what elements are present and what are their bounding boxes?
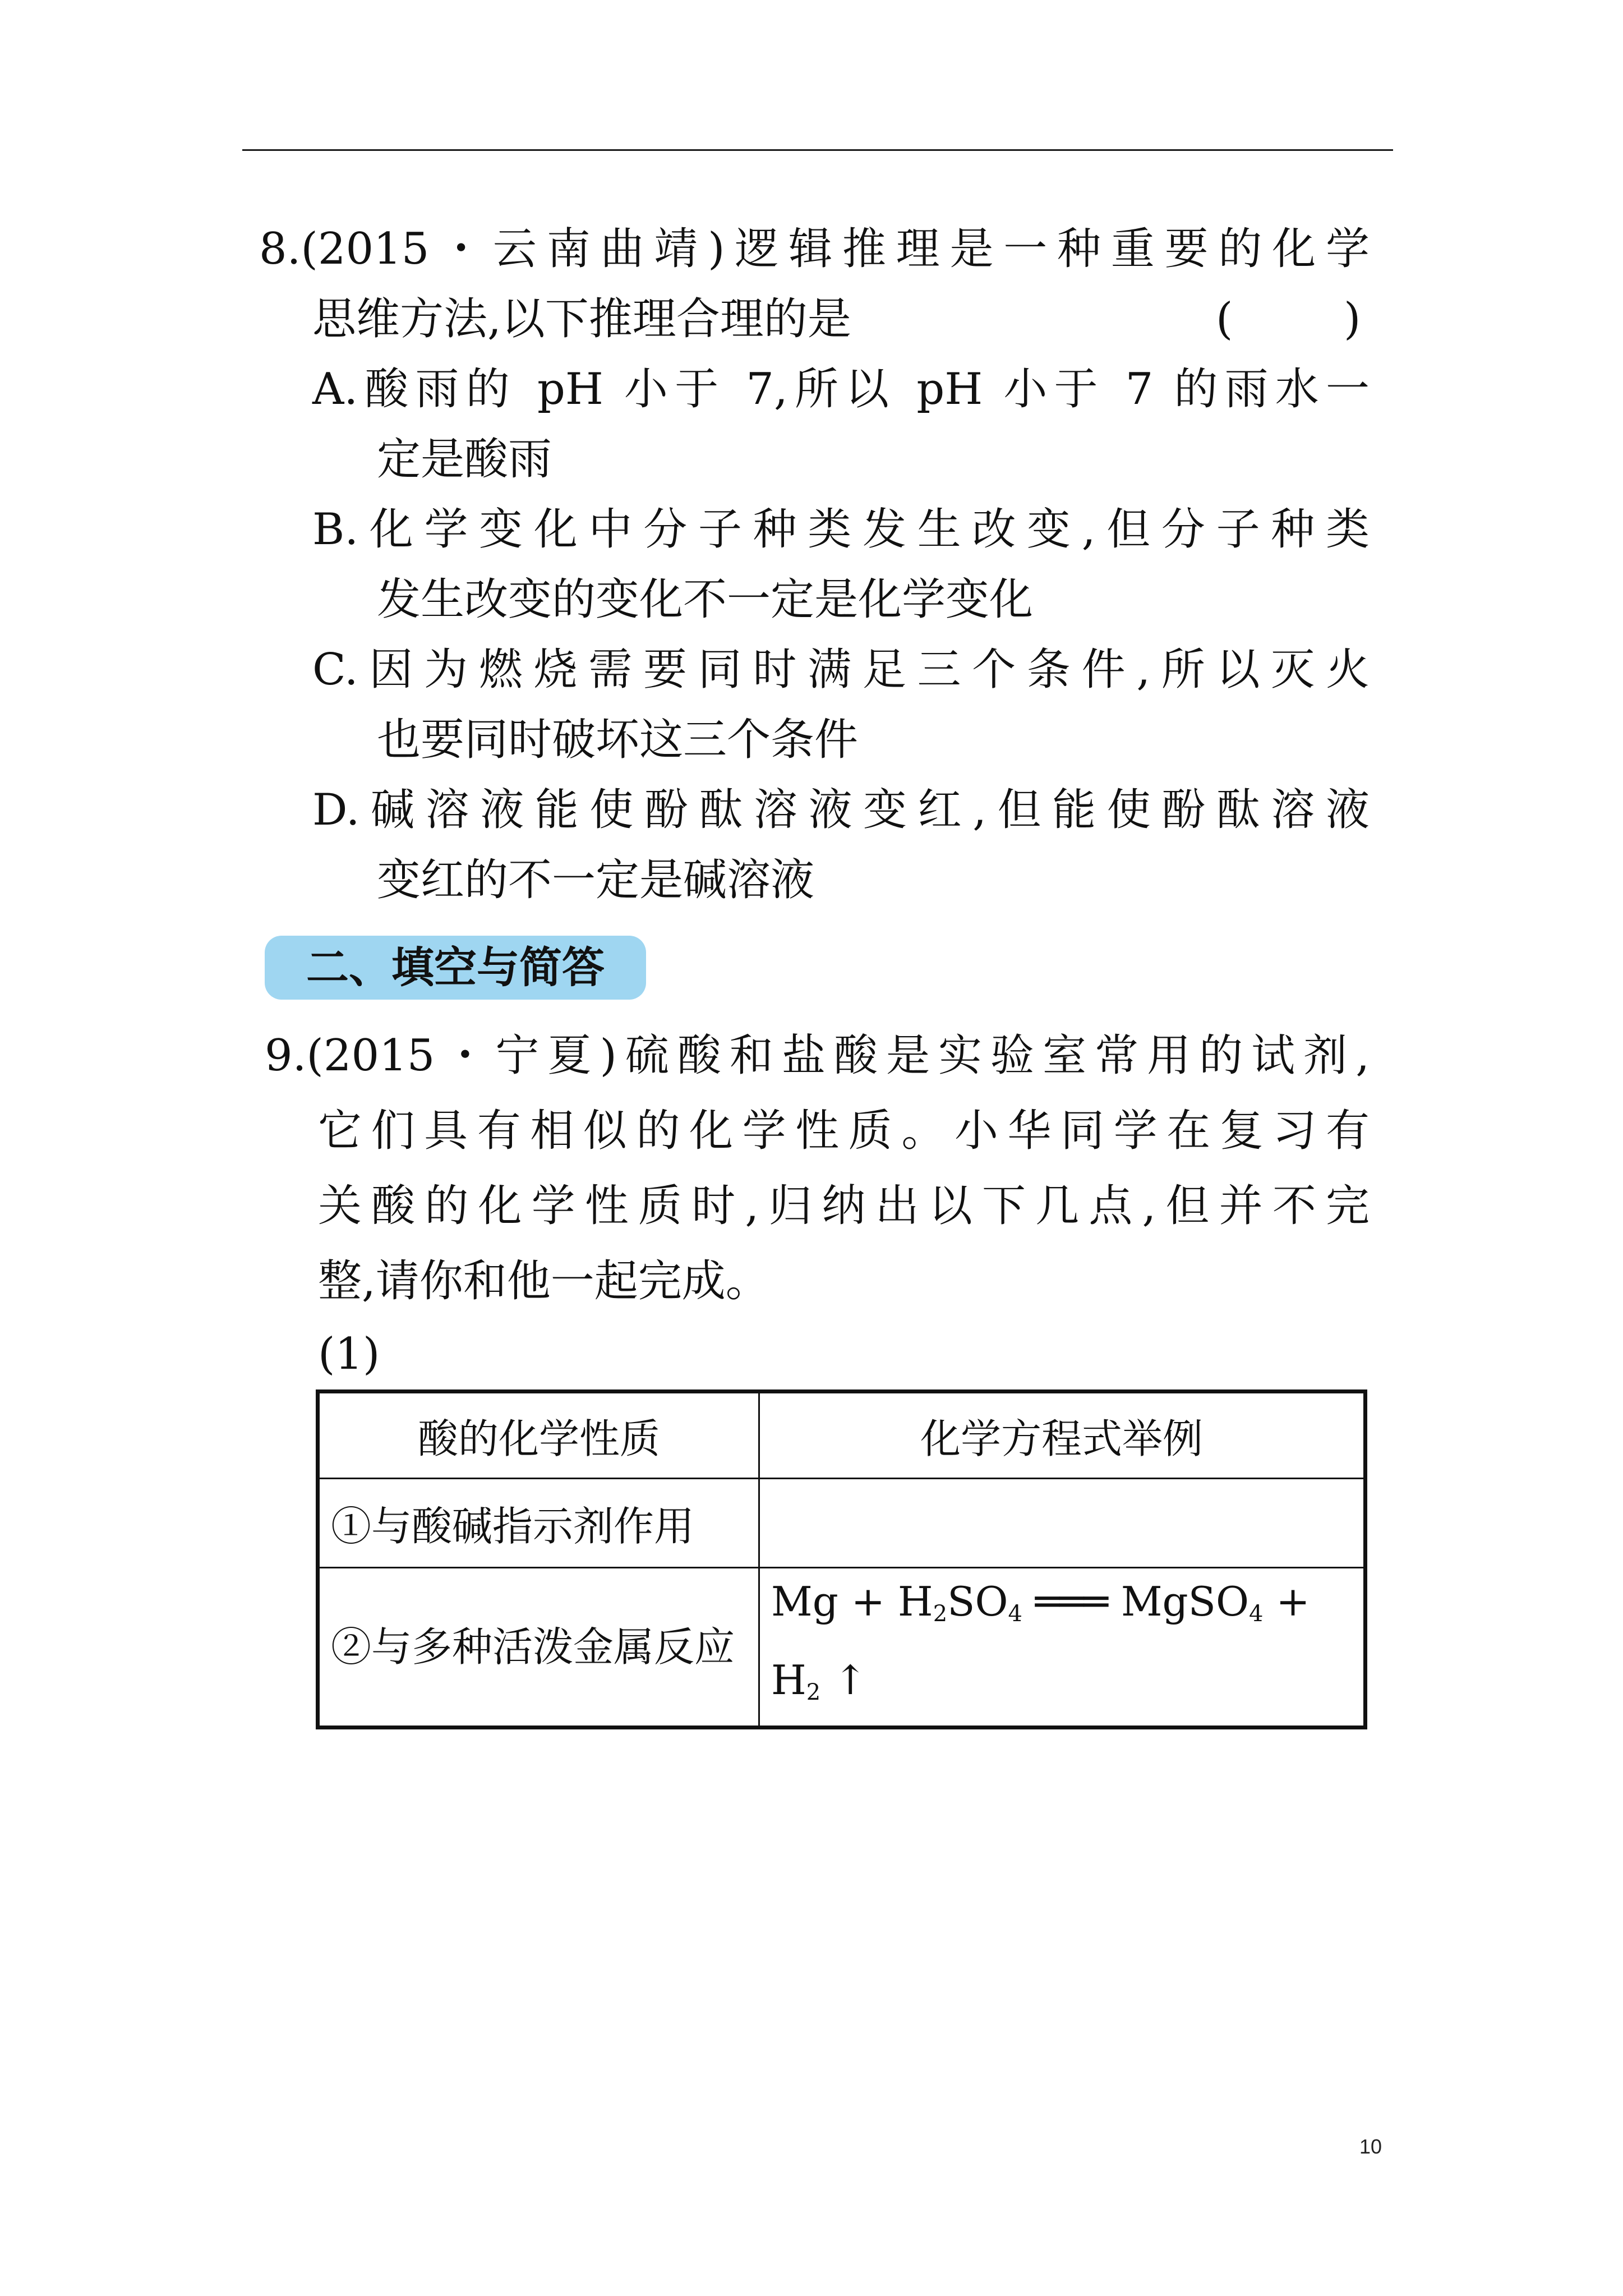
q9-stem-line2: 它们具有相似的化学性质。小华同学在复习有	[318, 1106, 1370, 1156]
page-number: 10	[1359, 2135, 1382, 2158]
property-text: ②与多种活泼金属反应	[331, 1623, 735, 1671]
table-header-row	[318, 1392, 1366, 1479]
q8-answer-paren-close: )	[1344, 294, 1361, 344]
q8-option-b-line1: B.化学变化中分子种类发生改变,但分子种类	[312, 504, 1370, 555]
chemical-equation	[771, 1578, 1310, 1625]
q8-answer-paren-open: (	[1216, 294, 1233, 344]
table-cell-property: ①与酸碱指示剂作用	[318, 1479, 759, 1568]
q8-option-c-line1: C.因为燃烧需要同时满足三个条件,所以灭火	[312, 645, 1370, 695]
eq-plus: +	[1276, 1578, 1310, 1625]
q9-stem-line1: 9.(2015・宁夏)硫酸和盐酸是实验室常用的试剂,	[265, 1030, 1370, 1081]
table-cell-example-blank[interactable]	[759, 1479, 1366, 1568]
gas-arrow-icon: ↑	[833, 1657, 868, 1704]
q8-option-d-line2: 变红的不一定是碱溶液	[377, 855, 815, 905]
eq-plus: +	[851, 1578, 886, 1625]
acid-properties-table	[316, 1389, 1367, 1729]
q8-option-a-line2: 定是酸雨	[377, 434, 552, 485]
eq-h2-gas: $H_2$ ↑	[771, 1657, 868, 1705]
q8-option-c-line2: 也要同时破坏这三个条件	[377, 715, 859, 765]
section-banner: 二、填空与简答	[265, 936, 646, 1000]
eq-yields-sign: ═══	[1035, 1578, 1108, 1625]
eq-mg: Mg	[771, 1578, 838, 1625]
q8-option-b-line2: 发生改变的变化不一定是化学变化	[377, 574, 1034, 625]
table-cell-equation	[759, 1568, 1366, 1728]
table-header-example: 化学方程式举例	[759, 1392, 1366, 1479]
table-row	[318, 1568, 1366, 1728]
q8-option-a-line1: A.酸雨的 pH 小于 7,所以 pH 小于 7 的雨水一	[312, 364, 1370, 415]
q8-stem-line1: 8.(2015・云南曲靖)逻辑推理是一种重要的化学	[259, 224, 1370, 274]
q9-stem-line3: 关酸的化学性质时,归纳出以下几点,但并不完	[318, 1181, 1370, 1231]
q8-option-d-line1: D.碱溶液能使酚酞溶液变红,但能使酚酞溶液	[312, 785, 1370, 835]
q8-stem-line2: 思维方法,以下推理合理的是	[312, 294, 851, 344]
q9-subquestion-label: (1)	[318, 1329, 380, 1379]
eq-mgso4: MgSO$_4$	[1121, 1578, 1264, 1627]
table-cell-property	[318, 1568, 759, 1728]
table-row	[318, 1479, 1366, 1568]
q9-stem-line4: 整,请你和他一起完成。	[318, 1256, 769, 1306]
eq-h2so4: $H_2SO_4$	[897, 1578, 1022, 1627]
table-header-property: 酸的化学性质	[318, 1392, 759, 1479]
top-rule	[242, 149, 1393, 151]
